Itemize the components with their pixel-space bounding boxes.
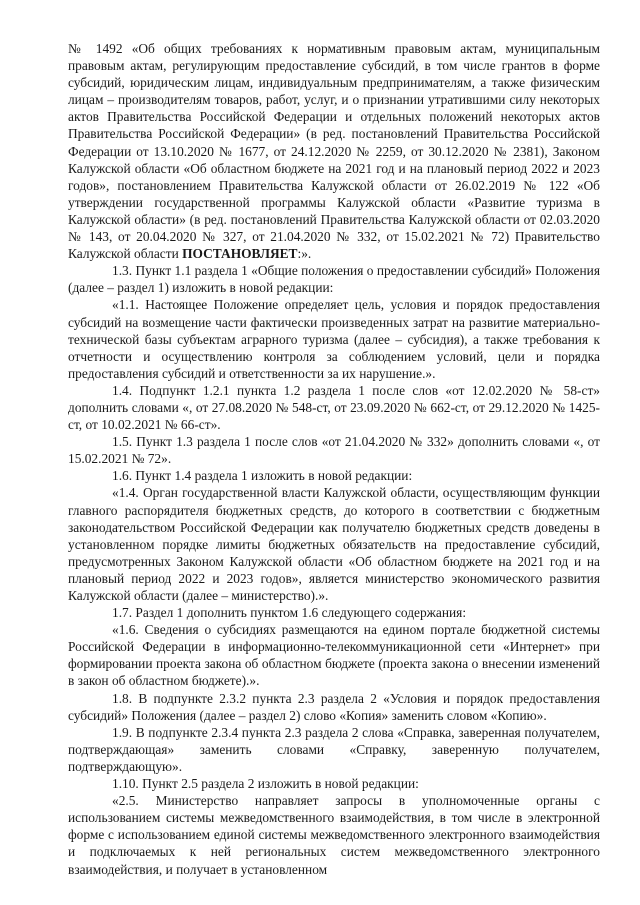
quote-2-5: «2.5. Министерство направляет запросы в уполномоченные органы с использованием системы межведомственного взаимодействия, в том числе в электронной форме с использованием единой системы межведомственного электронного взаимодействия и подключаемых к ней региональных систем межведомственного электронного взаимодействия, и получает в установленном xyxy=(68,793,600,877)
paragraph-1-6: 1.6. Пункт 1.4 раздела 1 изложить в новой редакции: xyxy=(112,468,413,484)
paragraph-1-8: 1.8. В подпункте 2.3.2 пункта 2.3 раздела 2 «Условия и порядок предоставления субсидий» Положения (далее – раздел 2) слово «Копия» заменить словом «Копию». xyxy=(68,690,600,723)
paragraph-1-5: 1.5. Пункт 1.3 раздела 1 после слов «от 21.04.2020 № 332» дополнить словами «, от 15.02.2021 № 72». xyxy=(68,434,600,467)
paragraph-1-10: 1.10. Пункт 2.5 раздела 2 изложить в новой редакции: xyxy=(112,776,419,792)
intro-text: № 1492 «Об общих требованиях к нормативным правовым актам, муниципальным правовым актам, регулирующим предоставление субсидий, в том числе грантов в форме субсидий, юридическим лицам, индивидуальным предпринимателям, а также физическим лицам – производителям товаров, работ, услуг, и о признании утратившими силу некоторых актов Правительства Российской Федерации и отдельных положений некоторых актов Правительства Российской Федерации» (в ред. постановлений Правительства Российской Федерации от 13.10.2020 № 1677, от 24.12.2020 № 2259, от 30.12.2020 № 2381), Законом Калужской области «Об областном бюджете на 2021 год и на плановый период 2022 и 2023 годов», постановлением Правительства Калужской области от 26.02.2019 № 122 «Об утверждении государственной программы Калужской области «Развитие туризма в Калужской области» (в ред. постановлений Правительства Калужской области от 02.03.2020 № 143, от 20.04.2020 № 327, от 21.04.2020 № 332, от 15.02.2021 № 72) Правительство Калужской области xyxy=(68,41,600,262)
intro-end: :». xyxy=(297,246,312,262)
paragraph-1-9: 1.9. В подпункте 2.3.4 пункта 2.3 раздела 2 слова «Справка, заверенная получателем, подтверждающая» заменить словами «Справку, заверенную получателем, подтверждающую». xyxy=(68,724,600,774)
paragraph-1-4: 1.4. Подпункт 1.2.1 пункта 1.2 раздела 1 после слов «от 12.02.2020 № 58-ст» дополнить словами «, от 27.08.2020 № 548-ст, от 23.09.2020 № 662-ст, от 29.12.2020 № 1425-ст, от 10.02.2021 № 66-ст». xyxy=(68,382,600,433)
quote-1-1: «1.1. Настоящее Положение определяет цель, условия и порядок предоставления субсидий на возмещение части фактически произведенных затрат на развитие материально-технической базы субъектам аграрного туризма (далее – субсидия), а также требования к отчетности и осуществлению контроля за соблюдением условий, цели и порядка предоставления субсидий и ответственности за их нарушение.». xyxy=(68,297,600,381)
quote-1-4: «1.4. Орган государственной власти Калужской области, осуществляющим функции главного распорядителя бюджетных средств, до которого в соответствии с бюджетным законодательством Российской Федерации как получателю бюджетных средств доведены в установленном порядке лимиты бюджетных обязательств на предоставление субсидий, предусмотренных Законом Калужской области «Об областном бюджете на 2021 год и на плановый период 2022 и 2023 годов», является министерство экономического развития Калужской области (далее – министерство).». xyxy=(68,485,600,603)
paragraph-1-7: 1.7. Раздел 1 дополнить пунктом 1.6 следующего содержания: xyxy=(112,605,467,621)
paragraph-1-3: 1.3. Пункт 1.1 раздела 1 «Общие положения о предоставлении субсидий» Положения (далее – раздел 1) изложить в новой редакции: xyxy=(68,263,600,296)
intro-paragraph xyxy=(68,40,600,262)
intro-bold-word: ПОСТАНОВЛЯЕТ xyxy=(182,246,298,262)
quote-1-6: «1.6. Сведения о субсидиях размещаются на едином портале бюджетной системы Российской Федерации в информационно-телекоммуникационной сети «Интернет» при формировании проекта закона об областном бюджете (проекта закона о внесении изменений в закон об областном бюджете).». xyxy=(68,622,600,689)
document-page xyxy=(68,40,600,878)
